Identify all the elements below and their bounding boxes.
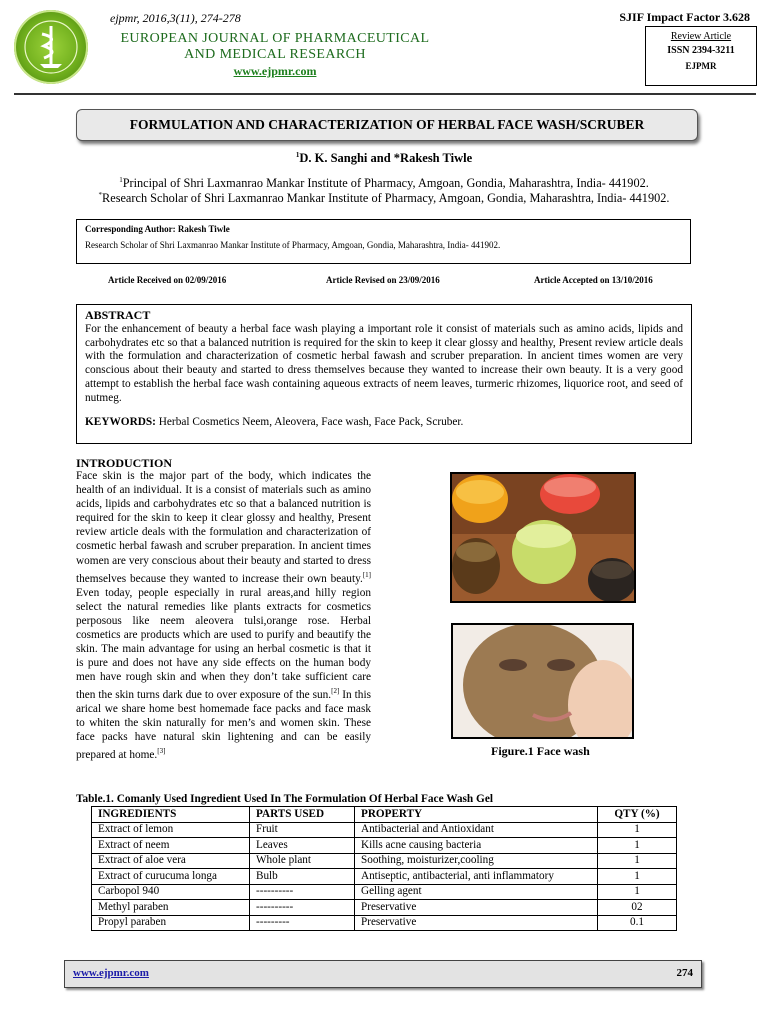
- table-cell: Gelling agent: [355, 884, 598, 900]
- table-header: INGREDIENTS: [92, 807, 250, 823]
- table-cell: Soothing, moisturizer,cooling: [355, 853, 598, 869]
- table-row: [92, 869, 677, 885]
- keywords-label: KEYWORDS:: [85, 415, 156, 428]
- table-cell: ----------: [250, 884, 355, 900]
- table-row: [92, 884, 677, 900]
- ingredients-table: [91, 806, 677, 931]
- table-cell: 1: [598, 838, 677, 854]
- table-cell: Leaves: [250, 838, 355, 854]
- table-cell: Preservative: [355, 900, 598, 916]
- table-cell: Extract of lemon: [92, 822, 250, 838]
- footer-url-link[interactable]: www.ejpmr.com: [73, 967, 149, 979]
- table-cell: Whole plant: [250, 853, 355, 869]
- table-cell: 02: [598, 900, 677, 916]
- table-row: [92, 822, 677, 838]
- ref-1: [1]: [362, 570, 371, 579]
- article-title-box: [76, 109, 698, 141]
- table-row: [92, 853, 677, 869]
- date-accepted: Article Accepted on 13/10/2016: [534, 275, 653, 285]
- table-cell: 1: [598, 822, 677, 838]
- journal-title-line1: EUROPEAN JOURNAL OF PHARMACEUTICAL: [120, 31, 430, 46]
- corresponding-text: Research Scholar of Shri Laxmanrao Mankar Institute of Pharmacy, Amgoan, Gondia, Maharashtra, India- 441902.: [85, 240, 501, 250]
- affiliation-2: [0, 191, 768, 206]
- corresponding-label: Corresponding Author: Rakesh Tiwle: [85, 224, 230, 234]
- authors: [0, 151, 768, 166]
- affiliation-2-sup: *: [98, 191, 103, 199]
- table-cell: Preservative: [355, 915, 598, 931]
- keywords-text: Herbal Cosmetics Neem, Aleovera, Face wash, Face Pack, Scruber.: [155, 415, 464, 428]
- header-divider: [14, 93, 756, 95]
- affiliation-1: [0, 176, 768, 191]
- abstract-text: For the enhancement of beauty a herbal face wash playing a important role it consist of materials such as amino acids, lipids and carbohydrates etc so that a balanced nutrition is required for the skin to keep it clear glossy and healthy, Present review article deals with the formulation and characterization of cosmetic herbal fawash and scruber preparation. In ancient times women are very conscious about their beauty and started to dress themselves because they wanted to increase their own beauty. It is a very good attempt to establish the herbal face wash containing aqueous extracts of neem leaves, turmeric rhizomes, liquorice root, and seed of nutmeg.: [85, 322, 683, 404]
- figure-caption: Figure.1 Face wash: [491, 744, 590, 758]
- author-names: D. K. Sanghi and *Rakesh Tiwle: [299, 151, 473, 166]
- article-title: FORMULATION AND CHARACTERIZATION OF HERBAL FACE WASH/SCRUBER: [129, 117, 645, 132]
- table-cell: Propyl paraben: [92, 915, 250, 931]
- affiliation-1-text: Principal of Shri Laxmanrao Mankar Institute of Pharmacy, Amgoan, Gondia, Maharashtra, India- 441902.: [122, 176, 649, 191]
- table-cell: Extract of neem: [92, 838, 250, 854]
- ref-2: [2]: [331, 687, 340, 696]
- abstract-heading: ABSTRACT: [85, 308, 151, 322]
- table-caption: Table.1. Comanly Used Ingredient Used In The Formulation Of Herbal Face Wash Gel: [76, 793, 493, 805]
- table-cell: Carbopol 940: [92, 884, 250, 900]
- table-header-row: [92, 807, 677, 823]
- table-cell: ----------: [250, 900, 355, 916]
- citation: ejpmr, 2016,3(11), 274-278: [110, 11, 241, 25]
- affiliation-2-text: Research Scholar of Shri Laxmanrao Mankar Institute of Pharmacy, Amgoan, Gondia, Maharashtra, India- 441902.: [102, 191, 670, 206]
- page-footer: [64, 960, 702, 988]
- table-cell: Fruit: [250, 822, 355, 838]
- date-received: Article Received on 02/09/2016: [108, 275, 227, 285]
- intro-p1: Face skin is the major part of the body, which indicates the health of an individual. It is a consist of materials such as amino acids, lipids and carbohydrates etc so that a balanced nutrition is required for the skin to keep it clear glossy and healthy, Present review article deals with the formulation and characterization of cosmetic herbal fawash and scruber preparation. In ancient times women are very conscious about their beauty and started to dress themselves because they wanted to increase their own beauty.: [76, 470, 371, 585]
- caduceus-icon: [14, 10, 88, 84]
- intro-heading: INTRODUCTION: [76, 456, 173, 470]
- corresponding-author-box: [76, 219, 691, 264]
- face-wash-jars-image: [450, 472, 636, 603]
- ref-3: [3]: [157, 747, 166, 756]
- table-cell: Bulb: [250, 869, 355, 885]
- journal-title-line2: AND MEDICAL RESEARCH: [184, 47, 366, 62]
- author-sup: 1: [295, 151, 300, 159]
- journal-logo: [14, 10, 88, 84]
- table-cell: Extract of aloe vera: [92, 853, 250, 869]
- table-cell: ---------: [250, 915, 355, 931]
- article-info-box: [645, 26, 757, 86]
- table-header: PARTS USED: [250, 807, 355, 823]
- table-row: [92, 915, 677, 931]
- intro-p3: In this arical we share home best homemade face packs and face mask to whiten the skin naturally for men’s and women skin. These face packs have natural skin lightening and can be easily prepared at home.: [76, 688, 371, 762]
- impact-factor: SJIF Impact Factor 3.628: [619, 10, 750, 24]
- face-mask-image: [451, 623, 634, 739]
- table-row: [92, 900, 677, 916]
- affiliation-1-sup: 1: [119, 176, 123, 184]
- table-header: PROPERTY: [355, 807, 598, 823]
- table-cell: Antibacterial and Antioxidant: [355, 822, 598, 838]
- journal-abbrev: EJPMR: [685, 61, 717, 71]
- table-cell: Extract of curucuma longa: [92, 869, 250, 885]
- table-cell: Methyl paraben: [92, 900, 250, 916]
- keywords: [85, 416, 683, 430]
- table-cell: 0.1: [598, 915, 677, 931]
- table-row: [92, 838, 677, 854]
- journal-url-link[interactable]: www.ejpmr.com: [233, 64, 317, 78]
- table-cell: Kills acne causing bacteria: [355, 838, 598, 854]
- intro-text: [76, 469, 371, 762]
- date-revised: Article Revised on 23/09/2016: [326, 275, 440, 285]
- journal-title: [110, 31, 440, 63]
- table-cell: 1: [598, 869, 677, 885]
- abstract-box: [76, 304, 692, 444]
- table-cell: 1: [598, 884, 677, 900]
- table-header: QTY (%): [598, 807, 677, 823]
- article-type: Review Article: [670, 31, 732, 42]
- page-number: 274: [676, 967, 693, 979]
- table-cell: 1: [598, 853, 677, 869]
- table-cell: Antiseptic, antibacterial, anti inflammatory: [355, 869, 598, 885]
- issn: ISSN 2394-3211: [667, 45, 735, 56]
- intro-p2: Even today, people especially in rural areas,and hilly region select the natural remedies like plants extracts for cosmetics perposous like neem aleovera tulsi,orange rose. Herbal cosmetics are products which are used to purify and beautify the skin. The main advantage for using an herbal cosmetic is that it is pure and does not have any side effects on the human body men have rough skin and when they don’t take sufficient care then the skin turns dark due to over exposure of the sun.: [76, 586, 371, 701]
